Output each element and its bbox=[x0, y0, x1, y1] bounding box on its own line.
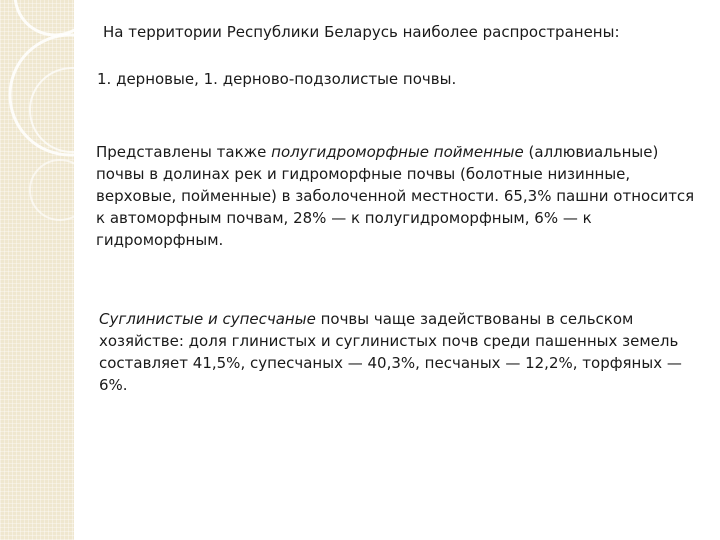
paragraph-emphasis: полугидроморфные пойменные bbox=[271, 143, 524, 161]
paragraph-texture bbox=[99, 308, 696, 396]
paragraph-hydromorphic bbox=[96, 141, 696, 251]
paragraph-body: (аллювиальные) почвы в долинах рек и гидроморфные почвы (болотные низинные, верховые, пойменные) в заболоченной местности. 65,3% пашни относится к автоморфным почвам, 28% — к полугидроморфным, 6% — к гидроморфным. bbox=[96, 143, 695, 249]
paragraph-emphasis: Суглинистые и супесчаные bbox=[99, 310, 316, 328]
paragraph-lead: Представлены также bbox=[96, 143, 272, 161]
slide-heading: На территории Республики Беларусь наиболее распространены: bbox=[103, 23, 620, 41]
paragraph-body: почвы чаще задействованы в сельском хозяйстве: доля глинистых и суглинистых почв среди пашенных земель составляет 41,5%, супесчаных — 40,3%, песчаных — 12,2%, торфяных — 6%. bbox=[99, 310, 682, 394]
soil-list-line: 1. дерновые, 1. дерново-подзолистые почвы. bbox=[97, 70, 457, 88]
